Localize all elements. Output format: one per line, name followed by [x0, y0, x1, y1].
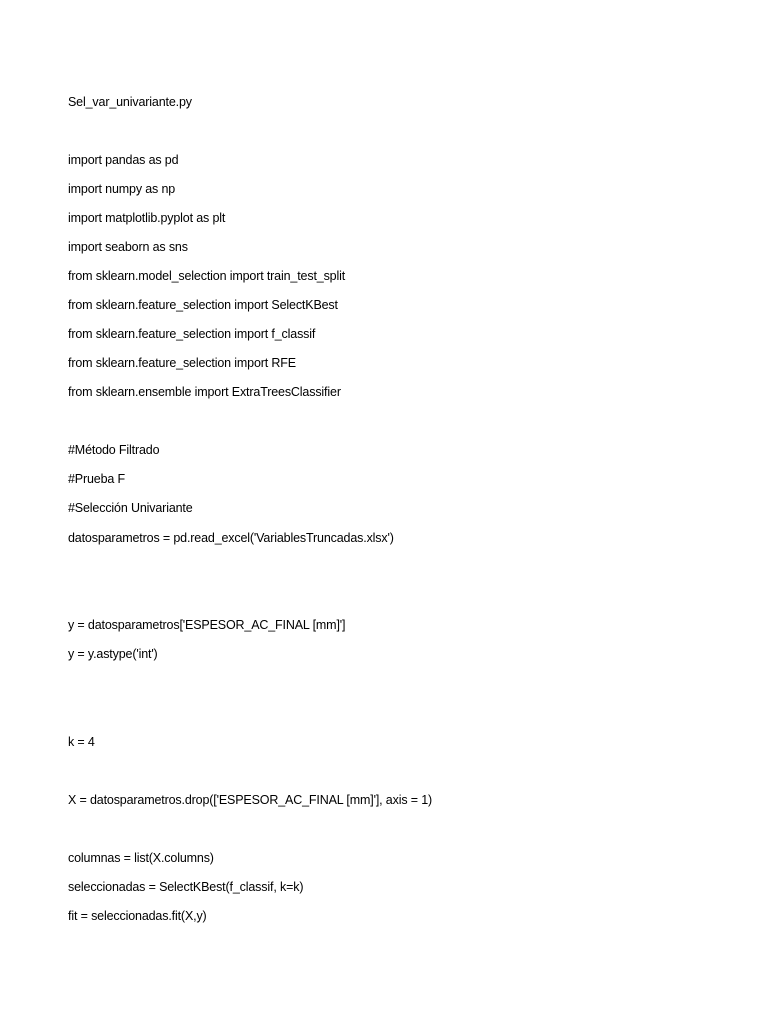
code-line: y = datosparametros['ESPESOR_AC_FINAL [mm]'] [68, 618, 346, 632]
code-line: import seaborn as sns [68, 240, 188, 254]
code-line: fit = seleccionadas.fit(X,y) [68, 909, 207, 923]
code-line: from sklearn.feature_selection import RFE [68, 356, 296, 370]
code-line: from sklearn.feature_selection import f_classif [68, 327, 316, 341]
code-line: X = datosparametros.drop(['ESPESOR_AC_FINAL [mm]'], axis = 1) [68, 793, 433, 807]
code-line: import matplotlib.pyplot as plt [68, 211, 226, 225]
code-line: from sklearn.feature_selection import SelectKBest [68, 298, 338, 312]
code-line: y = y.astype('int') [68, 647, 158, 661]
code-comment: #Selección Univariante [68, 501, 193, 515]
code-line: import numpy as np [68, 182, 176, 196]
code-line: columnas = list(X.columns) [68, 851, 214, 865]
code-line: k = 4 [68, 735, 95, 749]
code-comment: #Prueba F [68, 472, 126, 486]
code-line: import pandas as pd [68, 153, 179, 167]
code-line: datosparametros = pd.read_excel('VariablesTruncadas.xlsx') [68, 531, 394, 545]
document-title: Sel_var_univariante.py [68, 95, 192, 109]
code-line: seleccionadas = SelectKBest(f_classif, k=k) [68, 880, 304, 894]
code-line: from sklearn.ensemble import ExtraTreesClassifier [68, 385, 341, 399]
code-comment: #Método Filtrado [68, 443, 160, 457]
code-line: from sklearn.model_selection import train_test_split [68, 269, 346, 283]
